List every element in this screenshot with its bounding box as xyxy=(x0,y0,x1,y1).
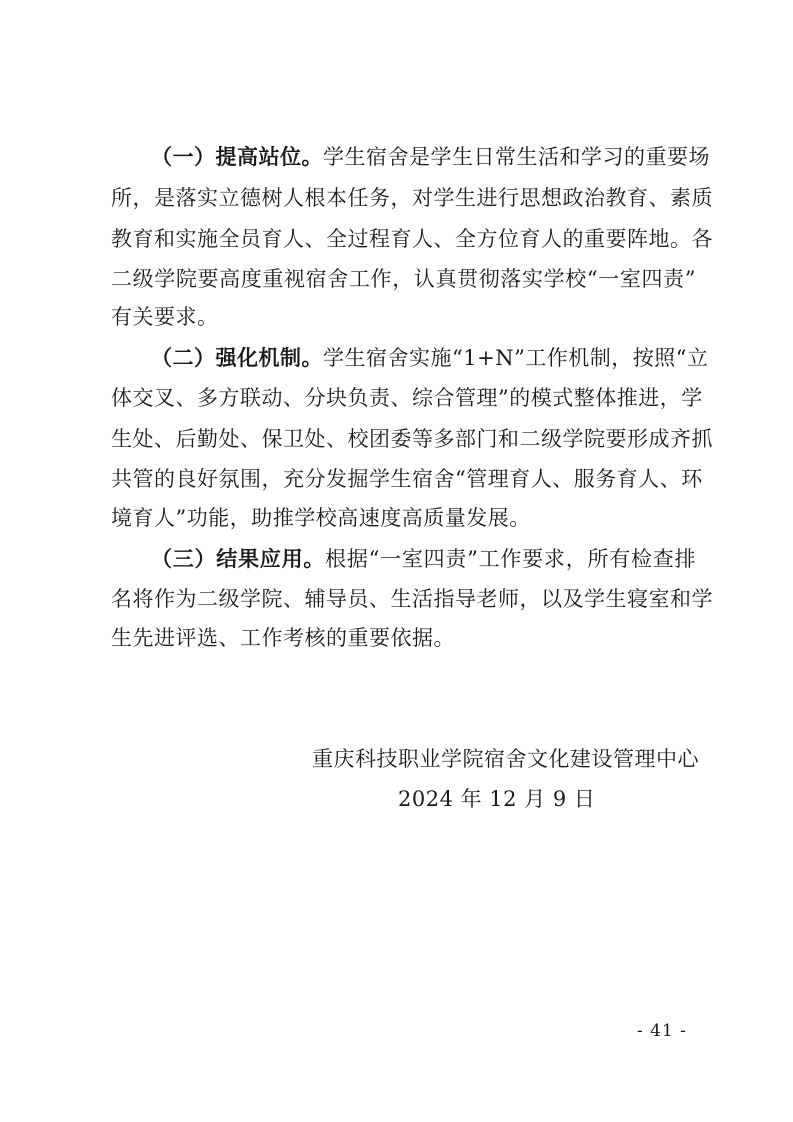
section-2-line-5: 境育人”功能，助推学校高速度高质量发展。 xyxy=(111,506,531,530)
section-3-text: 根据“一室四责”工作要求，所有检查排 xyxy=(325,547,696,571)
section-1-line-3: 教育和实施全员育人、全过程育人、全方位育人的重要阵地。各 xyxy=(111,227,713,251)
section-1-line-2: 所，是落实立德树人根本任务，对学生进行思想政治教育、素质 xyxy=(111,186,713,210)
signature-organization: 重庆科技职业学院宿舍文化建设管理中心 xyxy=(312,747,699,771)
signature-date: 2024 年 12 月 9 日 xyxy=(398,787,596,811)
section-3-line-1 xyxy=(151,545,696,573)
page-number: - 41 - xyxy=(637,1021,687,1041)
section-3-line-3: 生先进评选、工作考核的重要依据。 xyxy=(111,626,455,650)
section-2-line-3: 生处、后勤处、保卫处、校团委等多部门和二级学院要形成齐抓 xyxy=(111,427,713,451)
section-2-text: 学生宿舍实施“1+N”工作机制，按照“立 xyxy=(323,346,709,370)
section-1-heading: （一）提高站位。 xyxy=(151,145,323,169)
section-1-line-5: 有关要求。 xyxy=(111,305,219,329)
section-1-line-1 xyxy=(151,143,710,171)
section-2-line-4: 共管的良好氛围，充分发掘学生宿舍“管理育人、服务育人、环 xyxy=(111,467,703,491)
section-2-line-2: 体交叉、多方联动、分块负责、综合管理”的模式整体推进，学 xyxy=(111,386,703,410)
section-1-line-4: 二级学院要高度重视宿舍工作，认真贯彻落实学校“一室四责” xyxy=(111,267,696,291)
section-2-line-1 xyxy=(151,344,709,372)
section-3-line-2: 名将作为二级学院、辅导员、生活指导老师，以及学生寝室和学 xyxy=(111,587,713,611)
section-1-text: 学生宿舍是学生日常生活和学习的重要场 xyxy=(323,145,710,169)
section-2-heading: （二）强化机制。 xyxy=(151,346,323,370)
section-3-heading: （三）结果应用。 xyxy=(151,547,326,571)
